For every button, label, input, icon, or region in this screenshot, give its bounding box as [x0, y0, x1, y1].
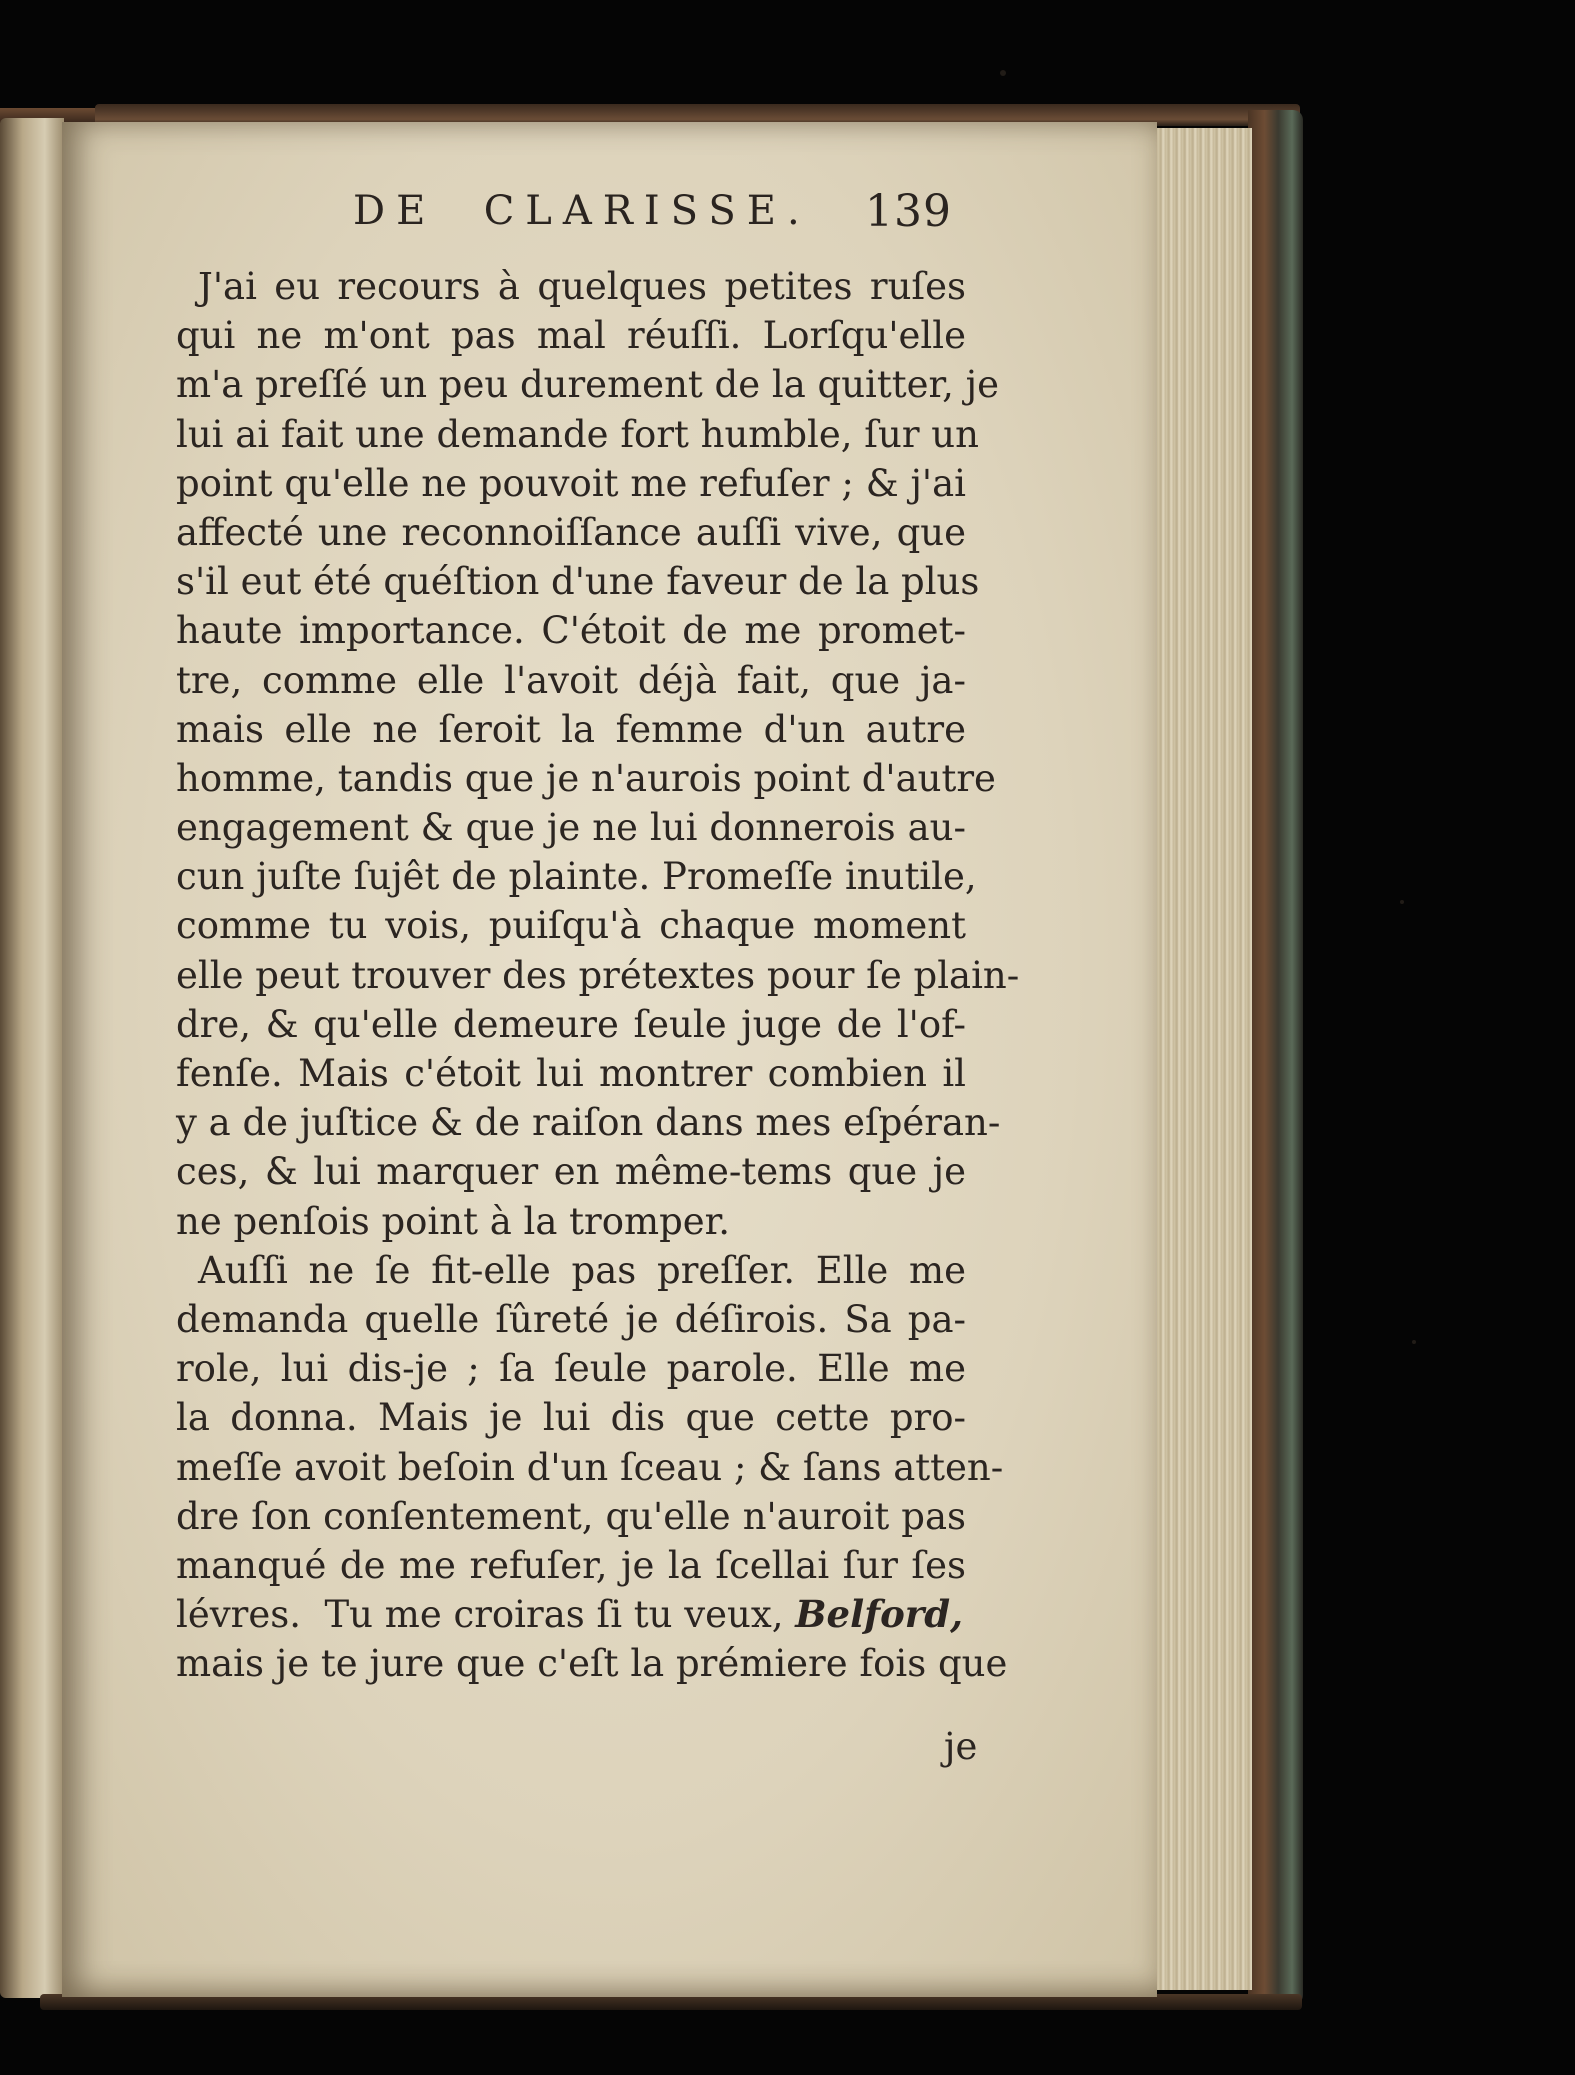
text-line: elle peut trouver des prétextes pour ſe plain- [176, 953, 1020, 997]
text-line: comme tu vois, puiſqu'à chaque moment [176, 904, 966, 948]
text-line: J'ai eu recours à quelques petites ruſes [198, 265, 966, 308]
text-line: mais je te jure que c'eſt la prémiere fois que [176, 1642, 1008, 1686]
text-line: m'a preſſé un peu durement de la quitter, je [176, 363, 1000, 407]
running-head [353, 188, 973, 248]
cover-binding [1248, 110, 1303, 2005]
page-number: 139 [865, 186, 952, 237]
text-line: demanda quelle ſûreté je déſirois. Sa pa- [176, 1297, 966, 1341]
text-line: lui ai fait une demande fort humble, ſur un [176, 412, 979, 456]
text-line: Auſſi ne ſe fit-elle pas preſſer. Elle me [198, 1248, 966, 1292]
body-text [176, 262, 1020, 1688]
text-line: engagement & que je ne lui donnerois au- [176, 806, 966, 850]
paper-speck [1000, 70, 1006, 76]
paper-speck [1412, 1340, 1416, 1344]
text-line: ces, & lui marquer en même-tems que je [176, 1150, 966, 1194]
addressee-name: Belford, [795, 1592, 963, 1637]
text-line: qui ne m'ont pas mal réuſſi. Lorſqu'elle [176, 314, 966, 358]
text-line: cun juſte ſujêt de plainte. Promeſſe inutile, [176, 855, 977, 899]
text-line: affecté une reconnoiſſance auſſi vive, que [176, 510, 966, 554]
running-title: DE CLARISSE. [353, 188, 811, 234]
text-line: s'il eut été quéſtion d'une faveur de la plus [176, 560, 980, 604]
text-line: y a de juſtice & de raiſon dans mes eſpéran- [176, 1101, 1001, 1145]
text-line: ne penſois point à la tromper. [176, 1199, 731, 1243]
text-line: la donna. Mais je lui dis que cette pro- [176, 1396, 966, 1440]
previous-page-edge [0, 118, 64, 1998]
text-line: homme, tandis que je n'aurois point d'autre [176, 756, 996, 800]
text-line: tre, comme elle l'avoit déjà fait, que ja- [176, 658, 966, 702]
text-line: fenſe. Mais c'étoit lui montrer combien il [176, 1052, 966, 1095]
text-line: dre ſon conſentement, qu'elle n'auroit pas [176, 1494, 966, 1538]
catchword: je [944, 1725, 978, 1768]
text-line: point qu'elle ne pouvoit me refuſer ; & j'ai [176, 461, 966, 505]
text-line: haute importance. C'étoit de me promet- [176, 609, 966, 653]
text-line: mais elle ne ſeroit la femme d'un autre [176, 707, 966, 751]
text-line: dre, & qu'elle demeure ſeule juge de l'of- [176, 1002, 966, 1046]
text-line: role, lui dis-je ; ſa ſeule parole. Elle me [176, 1347, 966, 1391]
text-line: meſſe avoit beſoin d'un ſceau ; & ſans atten- [176, 1445, 1004, 1489]
text-fragment: lévres. Tu me croiras ſi tu veux, [176, 1593, 796, 1637]
text-line-with-name [176, 1590, 966, 1639]
paper-speck [1400, 900, 1404, 904]
page-fore-edge [1142, 128, 1252, 1990]
text-line: manqué de me refuſer, je la ſcellai ſur ſes [176, 1543, 966, 1587]
